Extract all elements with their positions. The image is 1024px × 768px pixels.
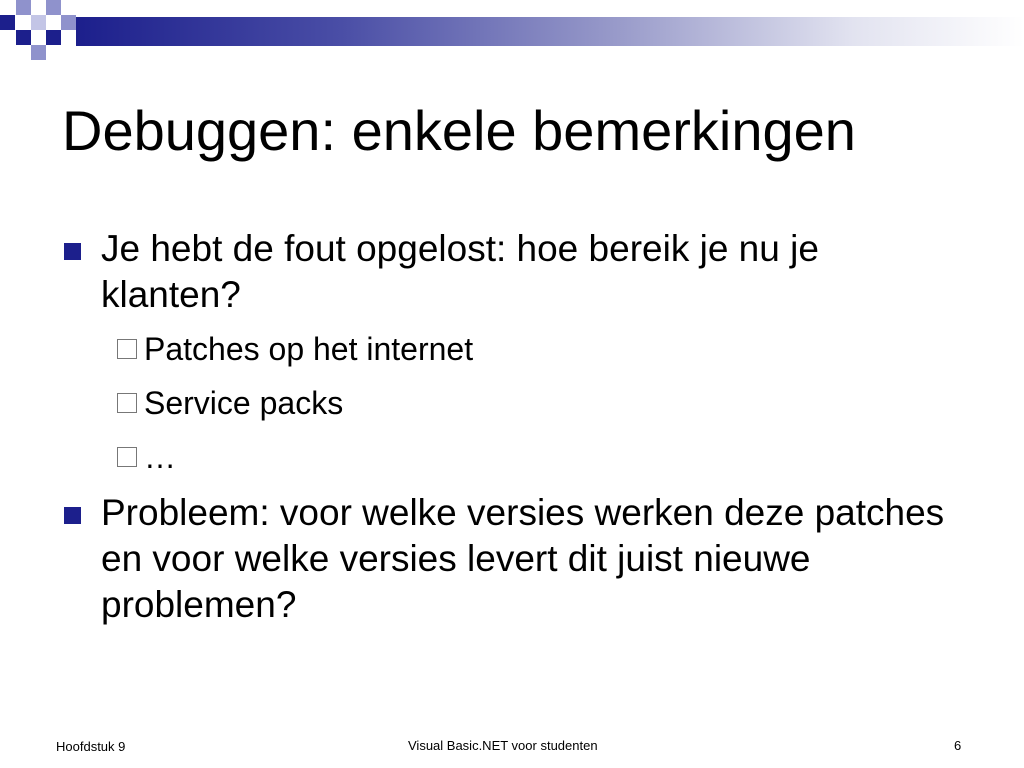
footer-chapter: Hoofdstuk 9: [56, 739, 126, 754]
decor-square: [46, 0, 61, 15]
decor-square: [16, 0, 31, 15]
bullet-item: [64, 490, 964, 628]
sub-bullet-item: [64, 376, 964, 430]
decor-square: [61, 15, 76, 30]
bullet-text: Je hebt de fout opgelost: hoe bereik je nu je klanten?: [101, 228, 819, 315]
decor-square: [31, 15, 46, 30]
footer-course-title: Visual Basic.NET voor studenten: [408, 738, 598, 753]
page-number: 6: [954, 738, 962, 753]
gradient-bar: [76, 17, 1024, 46]
slide-title: Debuggen: enkele bemerkingen: [62, 99, 856, 162]
sub-bullet-text: Service packs: [144, 385, 344, 421]
sub-bullet-item: [64, 430, 964, 484]
sub-bullet-text: …: [144, 439, 176, 475]
hollow-square-bullet-icon: [117, 339, 137, 359]
decor-square: [31, 45, 46, 60]
bullet-text: Probleem: voor welke versies werken deze patches en voor welke versies levert dit juist nieuwe problemen?: [101, 492, 945, 625]
bullet-list: [64, 226, 964, 628]
square-bullet-icon: [64, 243, 81, 260]
bullet-item: [64, 226, 964, 318]
decor-square: [46, 30, 61, 45]
sub-bullet-item: [64, 322, 964, 376]
decor-square: [16, 30, 31, 45]
sub-bullet-text: Patches op het internet: [144, 331, 474, 367]
sub-bullet-list: [64, 322, 964, 484]
hollow-square-bullet-icon: [117, 393, 137, 413]
decor-square: [0, 15, 15, 30]
hollow-square-bullet-icon: [117, 447, 137, 467]
square-bullet-icon: [64, 507, 81, 524]
